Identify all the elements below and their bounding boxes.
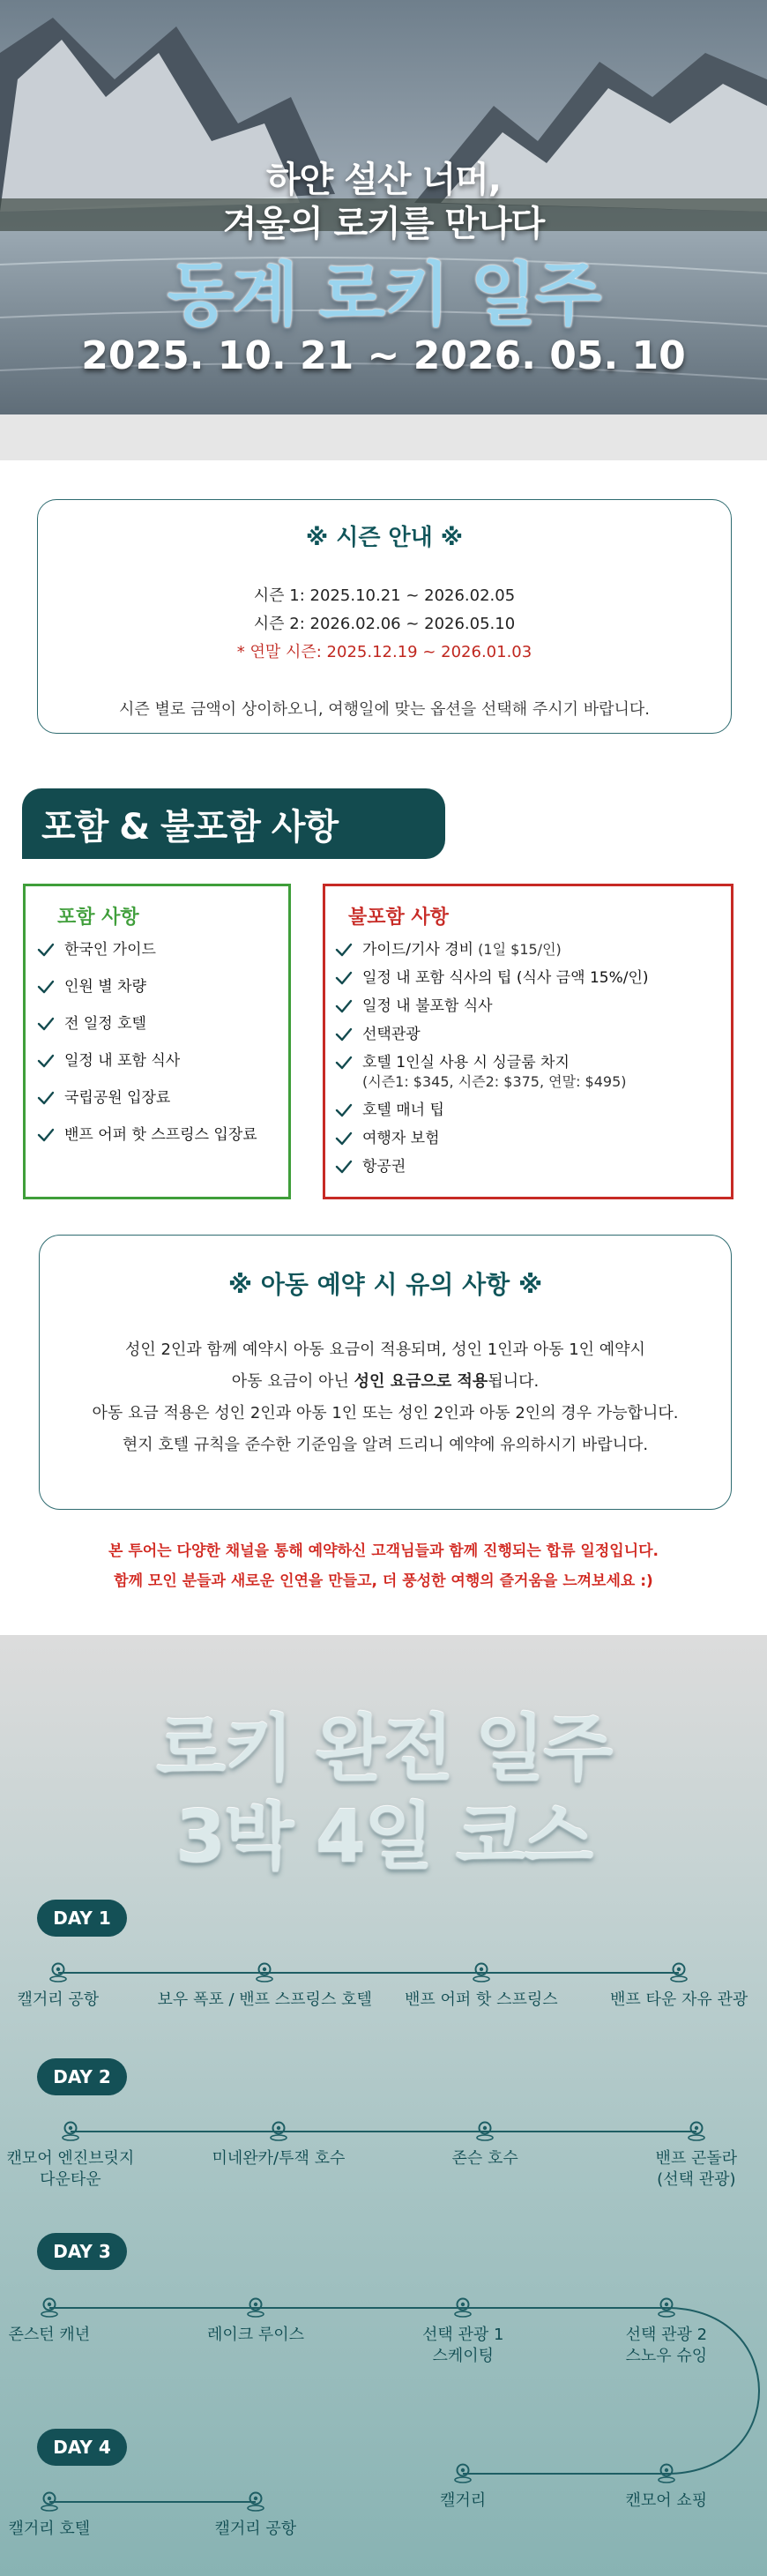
included-item xyxy=(36,940,288,959)
child-line-1: 성인 2인과 함께 예약시 아동 요금이 적용되며, 성인 1인과 아동 1인 예약시 xyxy=(125,1340,645,1359)
excluded-item-sub: (1일 $15/인) xyxy=(473,941,562,958)
location-pin-icon xyxy=(48,1961,68,1982)
location-pin-icon xyxy=(669,1961,689,1982)
stop-label: 캘거리 공항 xyxy=(17,1990,100,2009)
check-icon xyxy=(334,968,354,988)
excluded-item-label: 일정 내 포함 식사의 팁 (식사 금액 15%/인) xyxy=(362,969,649,987)
excluded-item xyxy=(334,1129,731,1148)
day-pill: DAY 1 xyxy=(37,1900,127,1937)
stop-label: 캘거리 호텔 xyxy=(8,2520,91,2538)
included-item xyxy=(36,1125,288,1145)
excluded-title: 불포함 사항 xyxy=(348,907,449,929)
check-icon xyxy=(334,1129,354,1148)
included-item-label: 전 일정 호텔 xyxy=(64,1015,146,1033)
day-pill: DAY 2 xyxy=(37,2058,127,2095)
excluded-item-label: 가이드/기사 경비 xyxy=(362,941,474,959)
check-icon xyxy=(36,1014,56,1034)
course-title-line1: 로키 완전 일주 xyxy=(155,1707,612,1791)
child-line-4: 현지 호텔 규칙을 준수한 기준임을 알려 드리니 예약에 유의하시기 바랍니다. xyxy=(122,1436,649,1454)
excluded-item xyxy=(334,1157,731,1176)
excluded-item xyxy=(334,1053,731,1092)
location-pin-icon xyxy=(255,1961,274,1982)
timeline-line xyxy=(71,2131,696,2132)
location-pin-icon xyxy=(246,2296,265,2318)
check-icon xyxy=(36,1051,56,1071)
excluded-item xyxy=(334,968,731,988)
stop-label: 미네완카/투잭 호수 xyxy=(212,2149,346,2168)
location-pin-icon xyxy=(61,2120,80,2141)
stop-label: 캔모어 쇼핑 xyxy=(625,2491,708,2510)
inclusions-row xyxy=(0,884,767,1201)
check-icon xyxy=(36,1088,56,1108)
included-item-label: 일정 내 포함 식사 xyxy=(64,1052,181,1070)
excluded-item xyxy=(334,997,731,1016)
course-title xyxy=(0,1706,767,1882)
check-icon xyxy=(334,997,354,1016)
location-pin-icon xyxy=(453,2296,473,2318)
course-section xyxy=(0,1635,767,2576)
stop-label: 존슨 호수 xyxy=(451,2149,518,2168)
excluded-list xyxy=(325,940,731,1176)
included-title: 포함 사항 xyxy=(57,907,139,929)
location-pin-icon xyxy=(40,2490,59,2512)
hero-banner xyxy=(0,0,767,414)
stop-label: 보우 폭포 / 밴프 스프링스 호텔 xyxy=(157,1990,372,2009)
check-icon xyxy=(334,1101,354,1120)
included-item xyxy=(36,1051,288,1071)
stop-label: 밴프 곤돌라 (선택 관광) xyxy=(655,2149,738,2189)
check-icon xyxy=(36,977,56,997)
check-icon xyxy=(334,940,354,959)
inclusions-banner-title: 포함 & 불포함 사항 xyxy=(41,806,339,847)
stop-label: 캘거리 공항 xyxy=(214,2520,297,2538)
course-title-line2: 3박 4일 코스 xyxy=(175,1796,592,1879)
included-item-label: 국립공원 입장료 xyxy=(64,1089,171,1107)
excluded-item-label: 일정 내 불포함 식사 xyxy=(362,997,493,1015)
hero-title: 동계 로키 일주 xyxy=(167,256,600,335)
stop-label: 레이크 루이스 xyxy=(207,2326,305,2344)
location-pin-icon xyxy=(475,2120,495,2141)
season-info-box xyxy=(37,499,732,734)
location-pin-icon xyxy=(246,2490,265,2512)
child-booking-box xyxy=(39,1235,732,1510)
hero-date-range: 2025. 10. 21 ~ 2026. 05. 10 xyxy=(81,333,686,378)
excluded-item-label: 호텔 매너 팁 xyxy=(362,1101,444,1119)
season-2: 시즌 2: 2026.02.06 ~ 2026.05.10 xyxy=(253,615,516,633)
stop-label: 선택 관광 2 스노우 슈잉 xyxy=(625,2326,708,2365)
tour-notice-line2: 함께 모인 분들과 새로운 인연을 만들고, 더 풍성한 여행의 즐거움을 느껴보세요 :) xyxy=(114,1572,653,1590)
included-item-label: 인원 별 차량 xyxy=(64,978,146,996)
tour-notice xyxy=(0,1536,767,1626)
section-divider xyxy=(0,414,767,460)
child-line-3: 아동 요금 적용은 성인 2인과 아동 1인 또는 성인 2인과 아동 2인의 경우 가능합니다. xyxy=(92,1404,679,1422)
included-list xyxy=(26,940,288,1145)
included-item-label: 한국인 가이드 xyxy=(64,941,156,959)
stop-label: 캘거리 xyxy=(440,2491,487,2510)
excluded-item xyxy=(334,940,731,959)
excluded-item-sub: (시즌1: $345, 시즌2: $375, 연말: $495) xyxy=(362,1073,627,1090)
included-item-label: 밴프 어퍼 핫 스프링스 입장료 xyxy=(64,1126,257,1144)
inclusions-banner xyxy=(22,788,445,859)
stop-label: 밴프 어퍼 핫 스프링스 xyxy=(405,1990,558,2009)
child-line-2a: 아동 요금이 아닌 xyxy=(231,1372,354,1391)
excluded-item xyxy=(334,1025,731,1044)
stop-label: 존스턴 캐년 xyxy=(8,2326,91,2344)
excluded-item-label: 항공권 xyxy=(362,1158,406,1176)
check-icon xyxy=(334,1025,354,1044)
location-pin-icon xyxy=(453,2462,473,2483)
timeline-line xyxy=(49,2501,256,2503)
location-pin-icon xyxy=(269,2120,288,2141)
check-icon xyxy=(36,940,56,959)
check-icon xyxy=(36,1125,56,1145)
timeline-line xyxy=(49,2307,666,2309)
stop-label: 밴프 타운 자유 관광 xyxy=(610,1990,748,2009)
included-item xyxy=(36,1088,288,1108)
excluded-item xyxy=(334,1101,731,1120)
location-pin-icon xyxy=(472,1961,491,1982)
child-title: ※ 아동 예약 시 유의 사항 ※ xyxy=(227,1270,543,1299)
included-item xyxy=(36,977,288,997)
timeline-line xyxy=(463,2473,666,2475)
child-line-2 xyxy=(40,1366,731,1398)
timeline-curve xyxy=(666,2307,763,2480)
excluded-box xyxy=(323,884,733,1199)
stop-label: 캔모어 엔진브릿지 다운타운 xyxy=(6,2149,135,2189)
excluded-item-label: 선택관광 xyxy=(362,1026,421,1043)
stop-label: 선택 관광 1 스케이팅 xyxy=(422,2326,504,2365)
day-pill: DAY 4 xyxy=(37,2429,127,2466)
location-pin-icon xyxy=(40,2296,59,2318)
hero-subtitle-line1: 하얀 설산 너머, xyxy=(266,160,501,200)
season-1: 시즌 1: 2025.10.21 ~ 2026.02.05 xyxy=(253,586,516,605)
excluded-item-label: 여행자 보험 xyxy=(362,1130,440,1147)
day-pill: DAY 3 xyxy=(37,2233,127,2270)
tour-notice-line1: 본 투어는 다양한 채널을 통해 예약하신 고객님들과 함께 진행되는 합류 일정입니다. xyxy=(108,1542,659,1560)
timeline-line xyxy=(58,1972,679,1974)
season-title: ※ 시즌 안내 ※ xyxy=(305,525,464,551)
season-note: 시즌 별로 금액이 상이하오니, 여행일에 맞는 옵션을 선택해 주시기 바랍니다. xyxy=(119,700,650,719)
child-line-2c: 됩니다. xyxy=(488,1372,540,1391)
hero-subtitle-line2: 겨울의 로키를 만나다 xyxy=(222,204,545,244)
check-icon xyxy=(334,1157,354,1176)
info-section xyxy=(0,460,767,1635)
season-peak: * 연말 시즌: 2025.12.19 ~ 2026.01.03 xyxy=(236,643,532,661)
excluded-item-label: 호텔 1인실 사용 시 싱글룸 차지 xyxy=(362,1054,570,1071)
location-pin-icon xyxy=(657,2462,676,2483)
child-line-2-bold: 성인 요금으로 적용 xyxy=(354,1372,488,1391)
location-pin-icon xyxy=(687,2120,706,2141)
check-icon xyxy=(334,1053,354,1072)
included-box xyxy=(23,884,291,1199)
included-item xyxy=(36,1014,288,1034)
